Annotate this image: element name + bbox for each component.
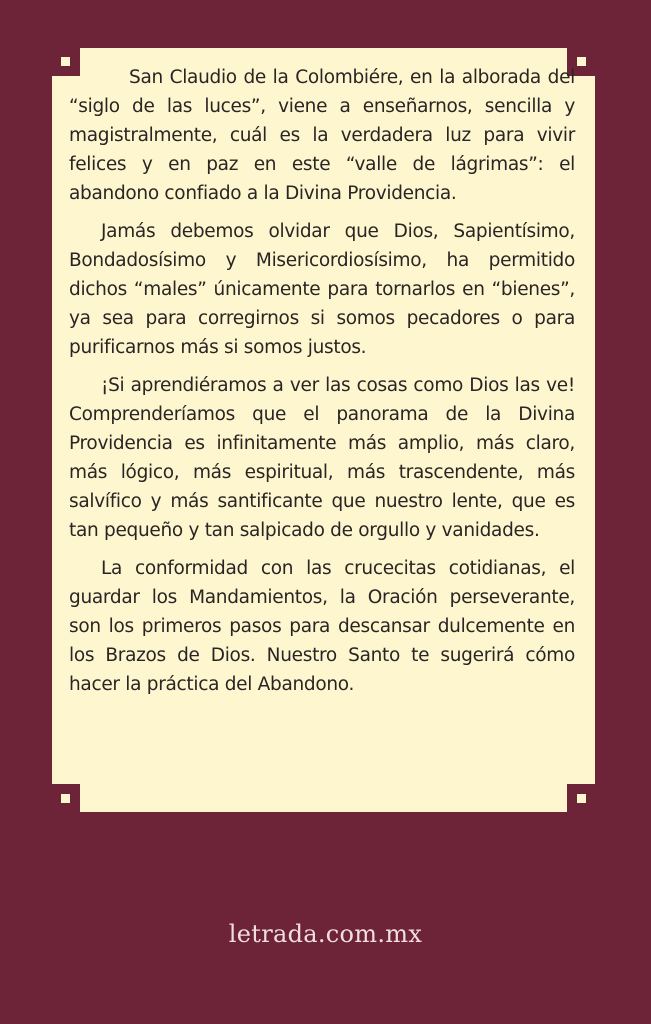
paragraph-3: ¡Si aprendiéramos a ver las cosas como Dios las ve! Comprenderíamos que el panorama de la Divina Providencia es infinitamente más amplio, más claro, más lógico, más espiritual, más trascendente, más salvífico y más santificante que nuestro lente, que es tan pequeño y tan salpicado de orgullo y vanidades. bbox=[69, 375, 575, 541]
paragraph-2: Jamás debemos olvidar que Dios, Sapientísimo, Bondadosísimo y Misericordiosísimo, ha permitido dichos “males” únicamente para tornarlos en “bienes”, ya sea para corregirnos si somos pecadores o para purificarnos más si somos justos. bbox=[69, 221, 575, 358]
corner-ornament-bottom-right bbox=[567, 784, 595, 812]
paragraph-1: San Claudio de la Colombiére, en la alborada del “siglo de las luces”, viene a enseñarnos, sencilla y magistralmente, cuál es la verdadera luz para vivir felices y en paz en este “valle de lágrimas”: el abandono confiado a la Divina Providencia. bbox=[69, 67, 575, 204]
body-text bbox=[69, 63, 575, 708]
website-url: letrada.com.mx bbox=[228, 920, 423, 948]
text-panel bbox=[52, 48, 595, 812]
paragraph-4: La conformidad con las crucecitas cotidianas, el guardar los Mandamientos, la Oración perseverante, son los primeros pasos para descansar dulcemente en los Brazos de Dios. Nuestro Santo te sugerirá cómo hacer la práctica del Abandono. bbox=[69, 558, 575, 695]
corner-ornament-bottom-left bbox=[52, 784, 80, 812]
